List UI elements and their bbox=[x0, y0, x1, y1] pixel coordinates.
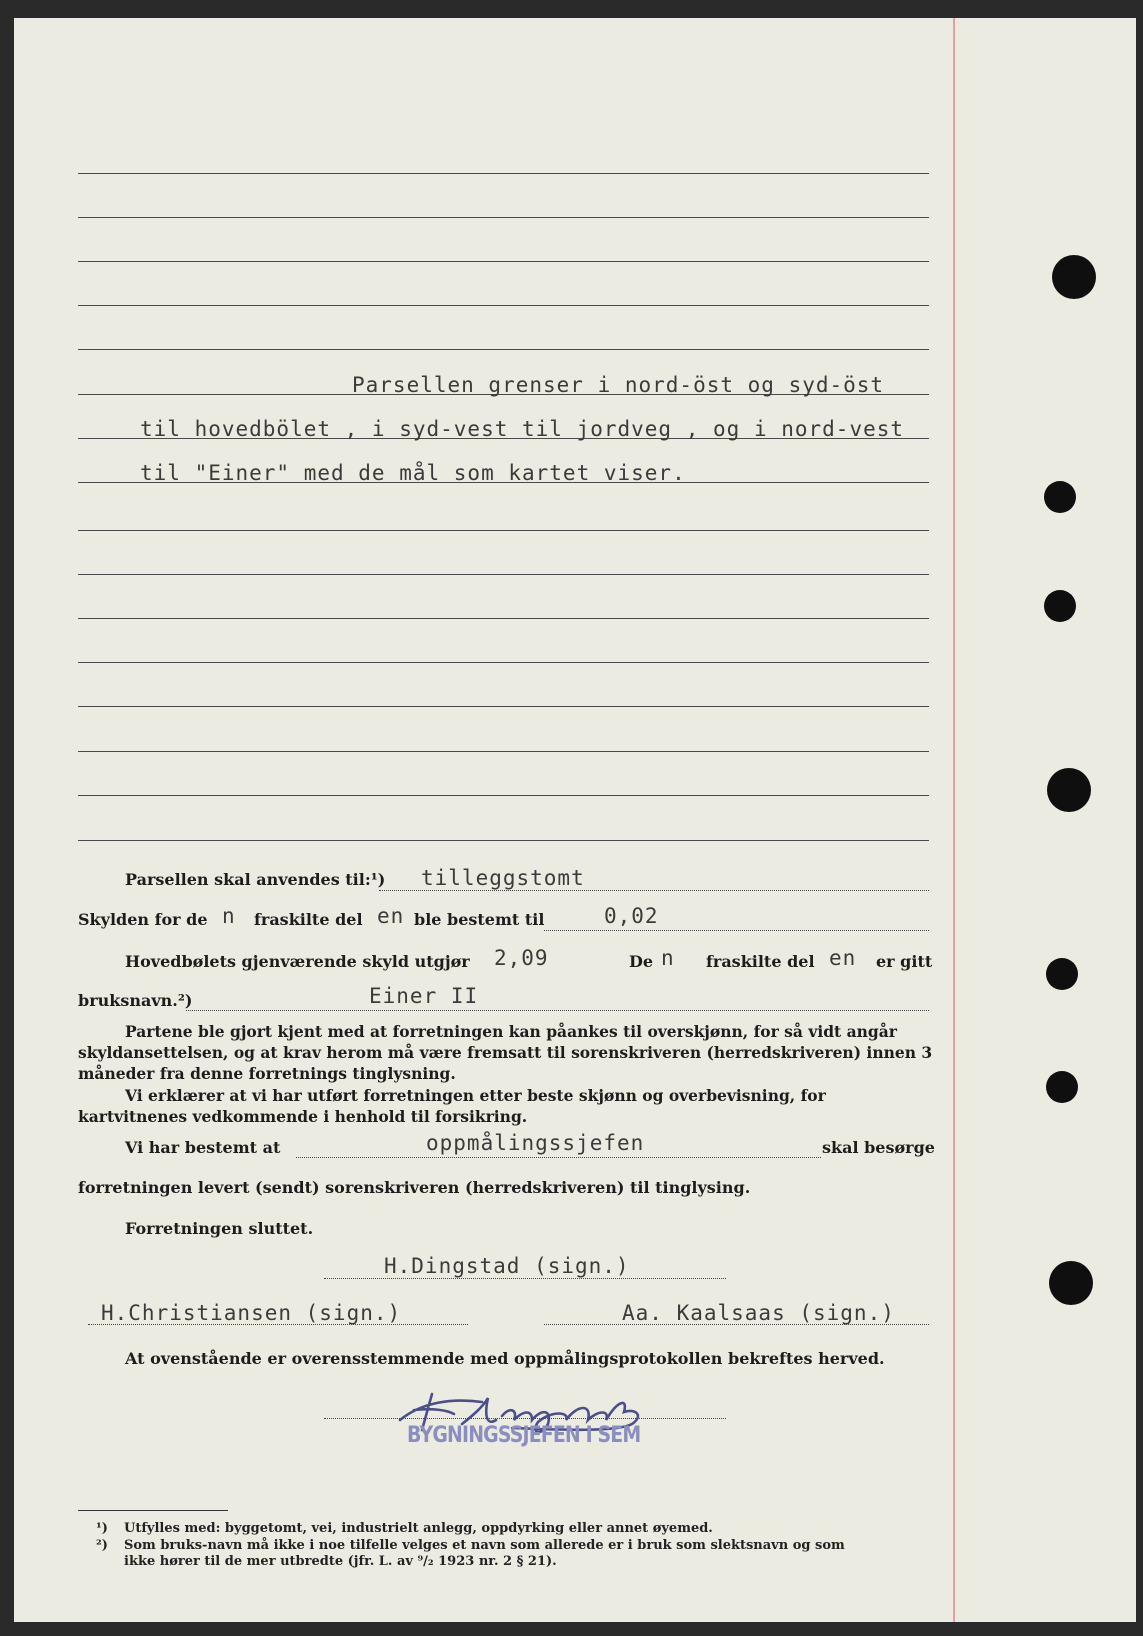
document-page bbox=[14, 18, 1136, 1622]
footnote-2-mark: ²) bbox=[96, 1538, 108, 1553]
ruled-line bbox=[78, 261, 929, 262]
punch-hole bbox=[1052, 255, 1096, 299]
ruled-line bbox=[78, 840, 929, 841]
typed-description-line-3: til "Einer" med de mål som kartet viser. bbox=[140, 461, 686, 485]
signature-2-dotted bbox=[88, 1324, 468, 1325]
ruled-line bbox=[78, 662, 929, 663]
hoved-value: 2,09 bbox=[494, 946, 549, 970]
skyld-dotted-line bbox=[544, 930, 929, 931]
skyld-prefix: Skylden for de bbox=[78, 910, 208, 929]
hoved-mid: fraskilte del bbox=[706, 952, 815, 971]
bruk-dotted-line bbox=[186, 1010, 929, 1011]
typed-description-line-1: Parsellen grenser i nord-öst og syd-öst bbox=[352, 373, 885, 397]
use-dotted-line bbox=[379, 890, 929, 891]
hoved-de: De bbox=[629, 952, 654, 971]
skyld-en: en bbox=[377, 904, 405, 928]
signature-2: H.Christiansen (sign.) bbox=[101, 1301, 402, 1325]
ruled-line bbox=[78, 305, 929, 306]
ruled-line bbox=[78, 751, 929, 752]
ruled-line bbox=[78, 574, 929, 575]
paragraph-declaration bbox=[78, 1085, 933, 1127]
confirm-line: At ovenstående er overensstemmende med oppmålingsprotokollen bekreftes herved. bbox=[125, 1349, 885, 1368]
hoved-prefix: Hovedbølets gjenværende skyld utgjør bbox=[125, 952, 470, 971]
sluttet-line: Forretningen sluttet. bbox=[125, 1219, 314, 1238]
ruled-line bbox=[78, 795, 929, 796]
footnote-1: Utfylles med: byggetomt, vei, industrielt anlegg, oppdyrking eller annet øyemed. bbox=[124, 1521, 713, 1536]
hoved-en: en bbox=[829, 946, 857, 970]
punch-hole bbox=[1046, 1071, 1078, 1103]
bruk-label: bruksnavn.²) bbox=[78, 991, 193, 1010]
skyld-mid: fraskilte del bbox=[254, 910, 363, 929]
punch-hole bbox=[1044, 590, 1076, 622]
signature-3-dotted bbox=[544, 1324, 929, 1325]
paragraph-appeal bbox=[78, 1021, 933, 1084]
skyld-value: 0,02 bbox=[604, 904, 659, 928]
footnote-1-mark: ¹) bbox=[96, 1521, 108, 1536]
signature-1: H.Dingstad (sign.) bbox=[384, 1254, 630, 1278]
ruled-line bbox=[78, 173, 929, 174]
hoved-n: n bbox=[661, 946, 675, 970]
punch-hole bbox=[1049, 1261, 1093, 1305]
skyld-suffix: ble bestemt til bbox=[414, 910, 545, 929]
paragraph-declaration-text: Vi erklærer at vi har utført forretningen etter beste skjønn og overbevisning, for kartvitnenes vedkommende i henhold til forsikring. bbox=[78, 1086, 826, 1126]
signature-1-dotted bbox=[324, 1278, 726, 1279]
ruled-line bbox=[78, 618, 929, 619]
vi-prefix: Vi har bestemt at bbox=[125, 1138, 281, 1157]
punch-hole bbox=[1047, 768, 1091, 812]
ruled-line bbox=[78, 706, 929, 707]
ruled-line bbox=[78, 530, 929, 531]
footnote-divider bbox=[78, 1510, 228, 1511]
hoved-suffix: er gitt bbox=[876, 952, 933, 971]
margin-red-line bbox=[953, 18, 955, 1622]
typed-description-line-2: til hovedbölet , i syd-vest til jordveg , og i nord-vest bbox=[140, 417, 905, 441]
skyld-n: n bbox=[222, 904, 236, 928]
vi-dotted-line bbox=[296, 1157, 821, 1158]
punch-hole bbox=[1044, 481, 1076, 513]
use-value: tilleggstomt bbox=[421, 866, 585, 890]
ruled-line bbox=[78, 217, 929, 218]
footnote-2a: Som bruks-navn må ikke i noe tilfelle velges et navn som allerede er i bruk som slektsnavn og som bbox=[124, 1538, 845, 1553]
use-label: Parsellen skal anvendes til:¹) bbox=[125, 870, 386, 889]
stamp-text: BYGNINGSSJEFEN I SEM bbox=[407, 1423, 641, 1448]
ruled-line bbox=[78, 349, 929, 350]
paragraph-appeal-text: Partene ble gjort kjent med at forretningen kan påankes til overskjønn, for så vidt angår skyldansettelsen, og at krav herom må være fremsatt til sorenskriveren (herredskriveren) innen 3 måneder fra denne forretnings tinglysning. bbox=[78, 1022, 933, 1083]
confirm-signature-dotted bbox=[324, 1418, 726, 1419]
vi-suffix: skal besørge bbox=[822, 1138, 935, 1157]
levert-line: forretningen levert (sendt) sorenskriveren (herredskriveren) til tinglysing. bbox=[78, 1178, 751, 1197]
signature-3: Aa. Kaalsaas (sign.) bbox=[622, 1301, 895, 1325]
footnote-2b: ikke hører til de mer utbredte (jfr. L. av ⁹/₂ 1923 nr. 2 § 21). bbox=[124, 1554, 557, 1569]
punch-hole bbox=[1046, 958, 1078, 990]
bruk-value: Einer II bbox=[369, 984, 479, 1008]
vi-value: oppmålingssjefen bbox=[426, 1131, 645, 1155]
